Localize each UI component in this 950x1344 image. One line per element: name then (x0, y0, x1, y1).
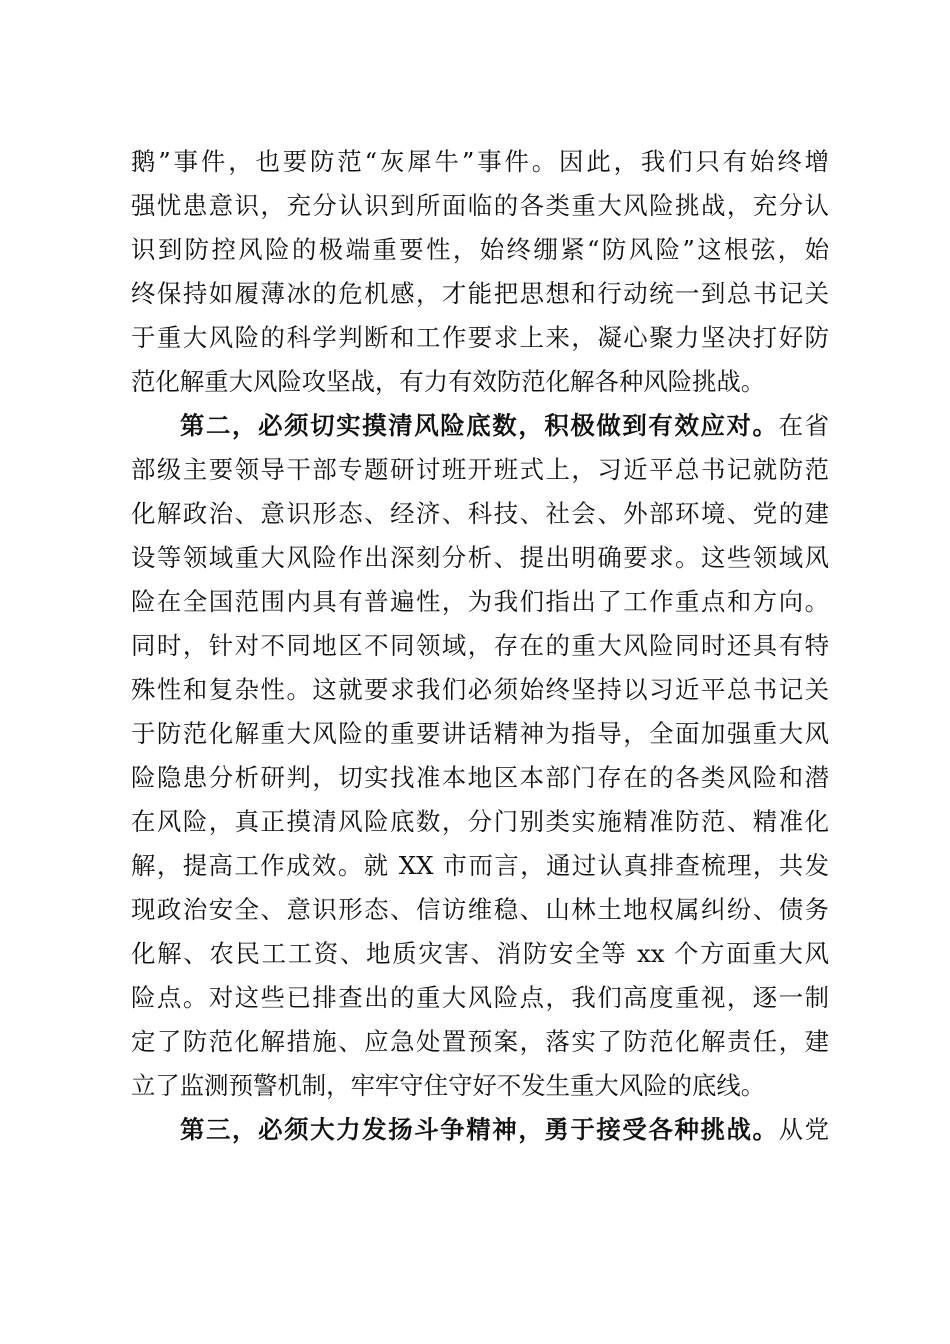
text-line: 化解、农民工工资、地质灾害、消防安全等 xx 个方面重大风 (131, 939, 829, 968)
text-line: 识到防控风险的极端重要性，始终绷紧“防风险”这根弦，始 (131, 235, 829, 264)
text-line: 强忧患意识，充分认识到所面临的各类重大风险挑战，充分认 (131, 191, 829, 220)
text-line: 设等领域重大风险作出深刻分析、提出明确要求。这些领域风 (131, 543, 829, 572)
text-line: 化解政治、意识形态、经济、科技、社会、外部环境、党的建 (131, 499, 829, 528)
text-line: 立了监测预警机制，牢牢守住守好不发生重大风险的底线。 (131, 1071, 766, 1100)
text-line: 定了防范化解措施、应急处置预案，落实了防范化解责任，建 (131, 1027, 829, 1056)
text-line: 殊性和复杂性。这就要求我们必须始终坚持以习近平总书记关 (131, 675, 829, 704)
text-line: 同时，针对不同地区不同领域，存在的重大风险同时还具有特 (131, 631, 829, 660)
text-line: 险隐患分析研判，切实找准本地区本部门存在的各类风险和潜 (131, 763, 829, 792)
section-heading: 第二，必须切实摸清风险底数，积极做到有效应对。 (180, 411, 779, 440)
text-line: 部级主要领导干部专题研讨班开班式上，习近平总书记就防范 (131, 455, 829, 484)
text-run: 在省 (778, 411, 829, 440)
text-line: 解，提高工作成效。就 XX 市而言，通过认真排查梳理，共发 (131, 851, 829, 880)
text-line: 范化解重大风险攻坚战，有力有效防范化解各种风险挑战。 (131, 367, 766, 396)
text-line: 鹅”事件，也要防范“灰犀牛”事件。因此，我们只有始终增 (131, 147, 829, 176)
paragraph-first-line (131, 1108, 829, 1152)
text-line: 于重大风险的科学判断和工作要求上来，凝心聚力坚决打好防 (131, 323, 829, 352)
paragraph-first-line (131, 404, 829, 448)
section-heading: 第三，必须大力发扬斗争精神，勇于接受各种挑战。 (180, 1115, 779, 1144)
text-line: 险点。对这些已排查出的重大风险点，我们高度重视，逐一制 (131, 983, 829, 1012)
text-run: 从党 (778, 1115, 829, 1144)
text-line: 险在全国范围内具有普遍性，为我们指出了工作重点和方向。 (131, 587, 829, 616)
text-line: 终保持如履薄冰的危机感，才能把思想和行动统一到总书记关 (131, 279, 829, 308)
text-line: 在风险，真正摸清风险底数，分门别类实施精准防范、精准化 (131, 807, 829, 836)
text-line: 现政治安全、意识形态、信访维稳、山林土地权属纠纷、债务 (131, 895, 829, 924)
text-line: 于防范化解重大风险的重要讲话精神为指导，全面加强重大风 (131, 719, 829, 748)
